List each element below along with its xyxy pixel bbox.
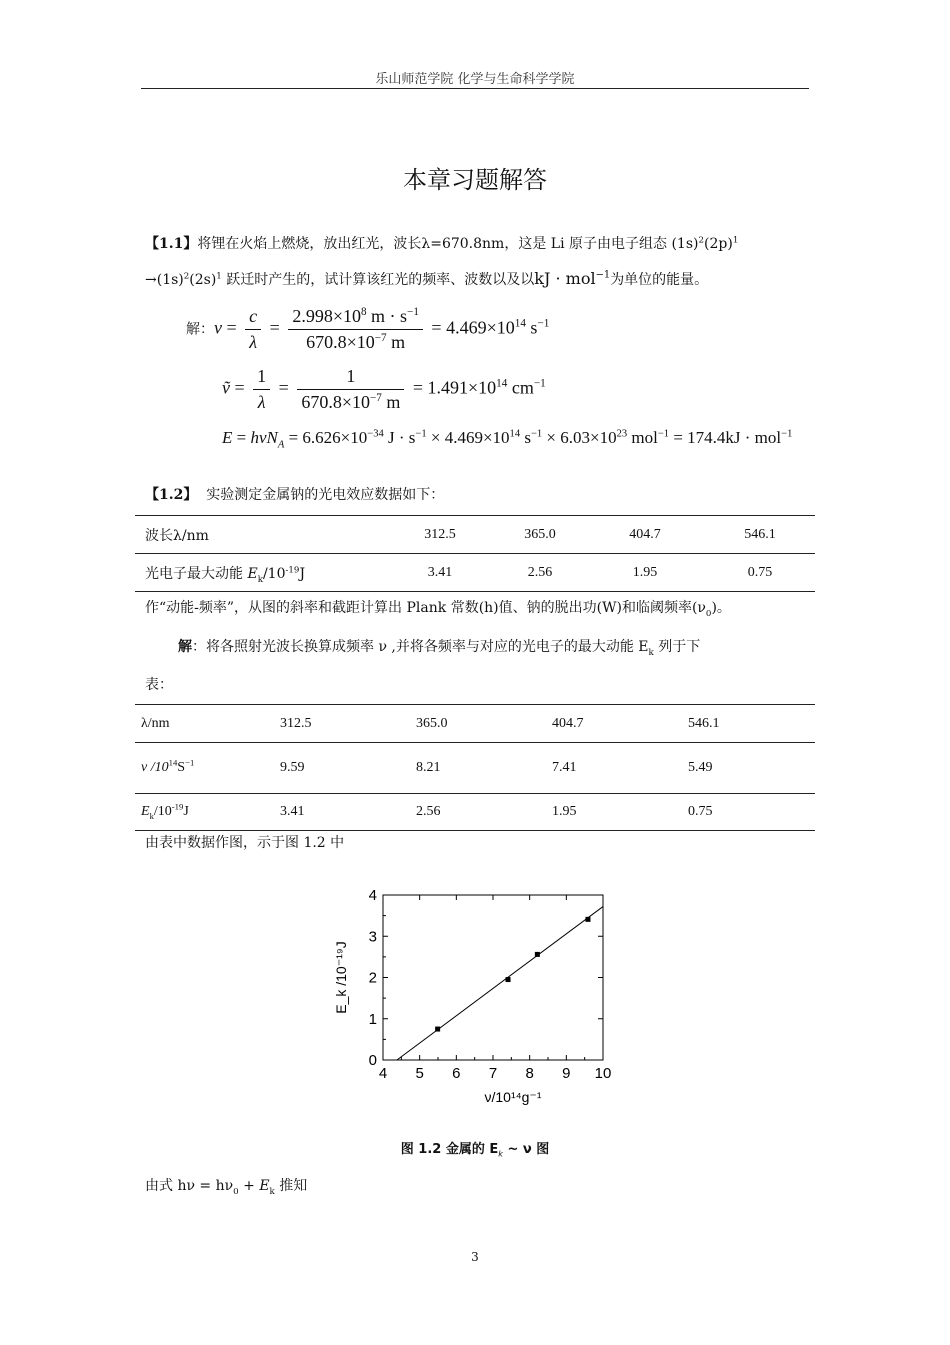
table-cell: 3.41 bbox=[385, 554, 495, 592]
table-cell: 波长λ/nm bbox=[145, 527, 209, 544]
x-tick-label: 7 bbox=[488, 1065, 498, 1082]
problem-1-1-line2: $\to(1s)^2(2s)^1$ 跃迁时产生的，试计算该红光的频率、波数以及以kJ · mol$^{-1}$为单位的能量。 bbox=[145, 269, 709, 288]
table-cell: 3.41 bbox=[280, 794, 416, 831]
x-tick-label: 8 bbox=[525, 1065, 534, 1082]
y-tick-label: 3 bbox=[368, 928, 377, 946]
table-cell: 365.0 bbox=[416, 715, 448, 731]
table-cell: 1.95 bbox=[585, 554, 705, 592]
derivation-line: 由式 $h\nu = h\nu_0 + E_k$ 推知 bbox=[145, 1178, 308, 1197]
problem-text-2: 跃迁时产生的，试计算该红光的频率、波数以及以 bbox=[226, 272, 535, 288]
x-axis-label: ν/10¹⁴g⁻¹ bbox=[484, 1089, 542, 1105]
page-title: 本章习题解答 bbox=[403, 166, 547, 194]
table-cell: 404.7 bbox=[629, 526, 661, 542]
table-cell: 9.59 bbox=[280, 743, 416, 794]
data-point bbox=[435, 1027, 440, 1032]
page-header: 乐山师范学院 化学与生命科学学院 bbox=[375, 72, 575, 87]
equation-frequency: 解：ν = $\frac{c}{\lambda}$ = $\frac{2.998\times 10^8 m \cdot s^{-1}}{670.8\times 10^{-7} m}$ = $4.469\times 10^{14}$ $s^{-1}$ bbox=[186, 306, 550, 352]
figure-caption: 图 1.2 金属的 $E_k$ ~ ν 图 bbox=[400, 1142, 550, 1159]
table-row bbox=[135, 705, 815, 743]
table-cell: 5.49 bbox=[688, 743, 815, 794]
problem-1-1-line1: 【1.1】将锂在火焰上燃烧，放出红光，波长λ=670.8nm，这是 Li 原子由电子组态 $(1s)^2(2p)^1$ bbox=[145, 235, 739, 252]
problem-1-2-line bbox=[145, 484, 444, 504]
frequency-table bbox=[135, 704, 815, 831]
fit-line bbox=[397, 907, 603, 1060]
ek-nu-chart bbox=[320, 880, 630, 1115]
table-cell: 404.7 bbox=[552, 715, 584, 731]
problem-note: 作“动能-频率”，从图的斜率和截距计算出 Plank 常数(h)值、钠的脱出功(W)和临阈频率$(\nu_0)$。 bbox=[145, 600, 731, 619]
problem-tag: 【1.1】 bbox=[145, 236, 198, 252]
after-table-text: 由表中数据作图，示于图 1.2 中 bbox=[145, 835, 345, 851]
table-cell: 546.1 bbox=[744, 526, 776, 542]
x-tick-label: 6 bbox=[452, 1065, 461, 1082]
plot-frame bbox=[383, 895, 603, 1060]
problem-text-3: 为单位的能量。 bbox=[610, 272, 709, 288]
x-tick-label: 9 bbox=[562, 1065, 571, 1082]
data-point bbox=[506, 977, 511, 982]
table-cell: 2.56 bbox=[416, 794, 552, 831]
table-row bbox=[135, 743, 815, 794]
y-tick-label: 2 bbox=[368, 969, 377, 987]
header-rule bbox=[141, 88, 809, 89]
solution-line: 解：将各照射光波长换算成频率 ν ,并将各频率与对应的光电子的最大动能 $E_k$ 列于下 bbox=[178, 639, 701, 658]
solution-line-2: 表： bbox=[145, 677, 173, 693]
data-point bbox=[585, 917, 590, 922]
y-tick-label: 1 bbox=[368, 1010, 377, 1028]
table-row bbox=[135, 794, 815, 831]
x-tick-label: 4 bbox=[378, 1065, 388, 1082]
equation-wavenumber: ṽ = $\frac{1}{\lambda}$ = $\frac{1}{670.8\times 10^{-7} m}$ = $1.491\times 10^{14}$ $cm^{-1}$ bbox=[222, 366, 546, 412]
y-tick-label: 4 bbox=[368, 887, 377, 904]
table-cell: 光电子最大动能 $E_k/10^{-19}J$ bbox=[135, 554, 385, 592]
problem-tag-2: 【1.2】 bbox=[145, 487, 198, 503]
unit-text: kJ · mol$^{-1}$ bbox=[534, 269, 611, 288]
table-cell: 312.5 bbox=[424, 526, 456, 542]
problem-text: 将锂在火焰上燃烧，放出红光，波长λ=670.8nm，这是 Li 原子由电子组态 (1s) bbox=[197, 236, 699, 252]
x-tick-label: 5 bbox=[415, 1065, 424, 1082]
table-cell: 0.75 bbox=[705, 554, 815, 592]
data-point bbox=[535, 952, 540, 957]
table-cell: 8.21 bbox=[416, 743, 552, 794]
page-number: 3 bbox=[471, 1250, 479, 1264]
table-cell: λ/nm bbox=[141, 715, 170, 731]
table-row bbox=[135, 554, 815, 592]
table-cell: ν $/10^{14}S^{-1}$ bbox=[135, 743, 280, 794]
table-cell: $E_k/10^{-19}J$ bbox=[135, 794, 280, 831]
table-cell: 7.41 bbox=[552, 743, 688, 794]
table-cell: 312.5 bbox=[280, 715, 312, 731]
photoelectric-data-table bbox=[135, 515, 815, 592]
y-axis-label: E_k /10⁻¹⁹J bbox=[333, 941, 349, 1014]
table-cell: 365.0 bbox=[524, 526, 556, 542]
problem-text-1-2: 实验测定金属钠的光电效应数据如下： bbox=[206, 487, 445, 503]
table-row bbox=[135, 516, 815, 554]
y-tick-label: 0 bbox=[368, 1052, 377, 1069]
table-cell: 2.56 bbox=[495, 554, 585, 592]
table-cell: 1.95 bbox=[552, 794, 688, 831]
table-cell: 0.75 bbox=[688, 794, 815, 831]
x-tick-label: 10 bbox=[594, 1065, 612, 1082]
table-cell: 546.1 bbox=[688, 715, 720, 731]
equation-energy: $E = h\nu N_A = 6.626\times 10^{-34}$ $J \cdot s^{-1} \times 4.469\times 10^{14}$ $s^{-1} \times 6.03\times 10^{23}$ mol$^{-1}$ = 174.4kJ · mol$^{-1}$ bbox=[222, 428, 793, 451]
